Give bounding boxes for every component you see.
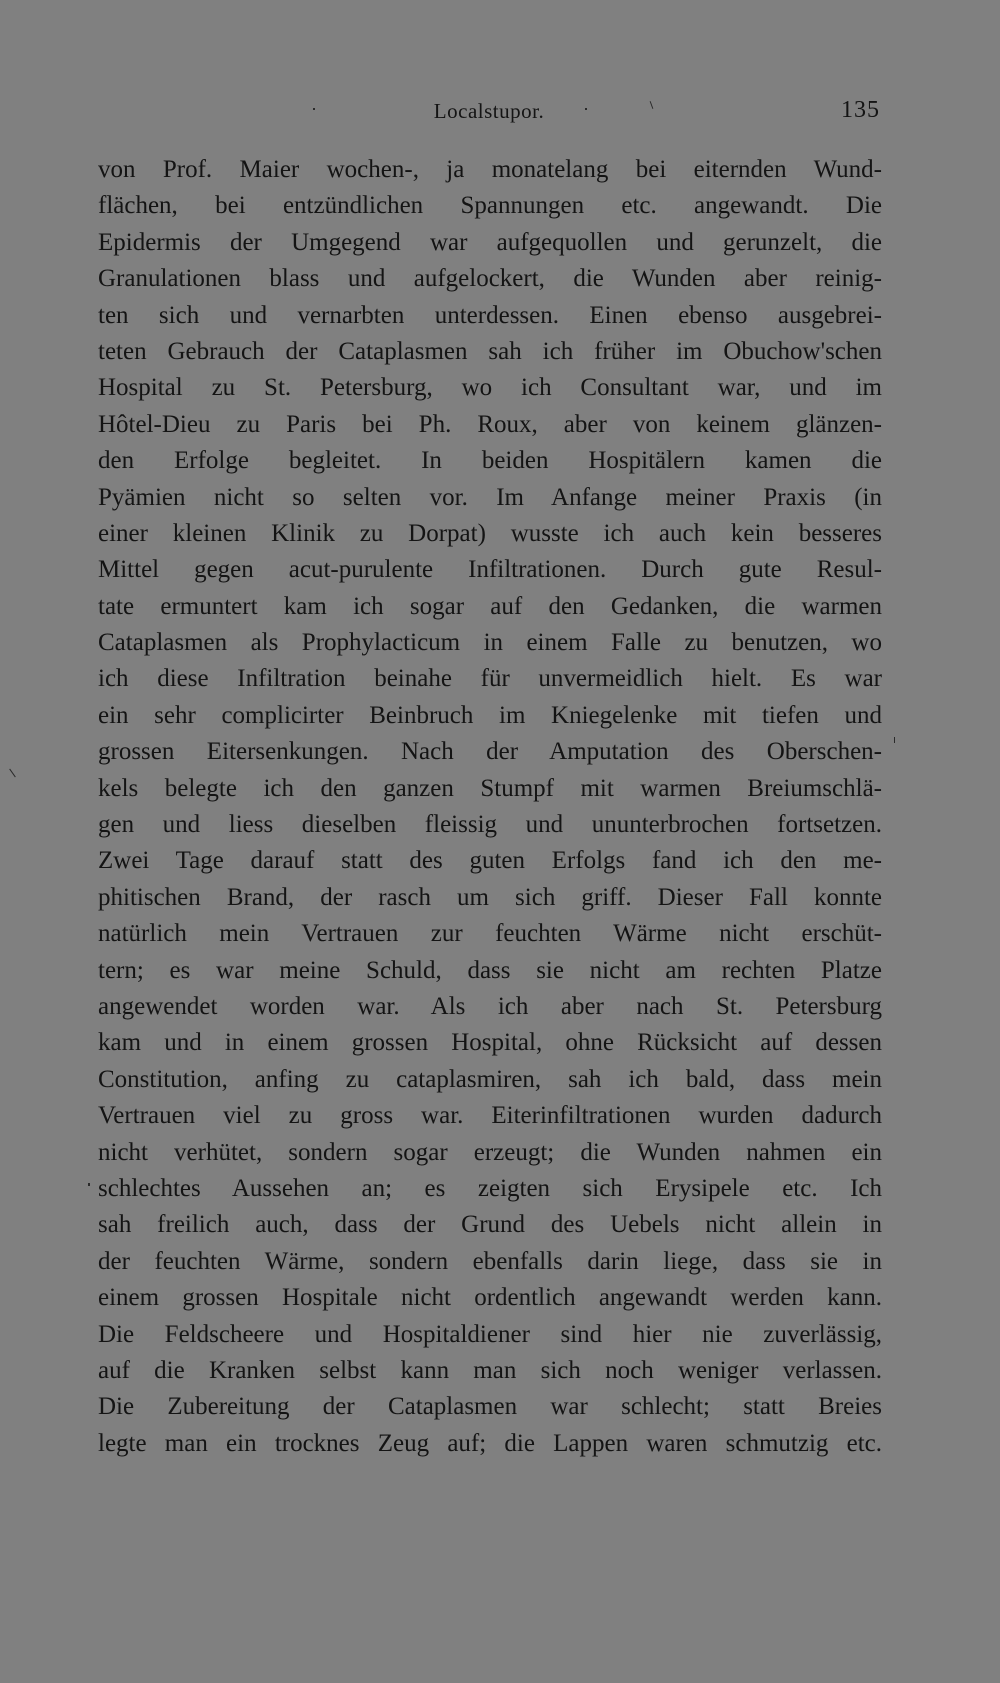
running-title: Localstupor. (433, 99, 545, 123)
text-line: sah freilich auch, dass der Grund des Uebels nicht allein in (98, 1211, 882, 1239)
text-line: kels belegte ich den ganzen Stumpf mit warmen Breiumschlä- (98, 774, 882, 802)
text-line: auf die Kranken selbst kann man sich noch weniger verlassen. (98, 1356, 882, 1384)
text-line: ein sehr complicirter Beinbruch im Kniegelenke mit tiefen und (98, 701, 882, 729)
text-line: kam und in einem grossen Hospital, ohne Rücksicht auf dessen (98, 1029, 882, 1057)
text-line: der feuchten Wärme, sondern ebenfalls darin liege, dass sie in (98, 1247, 882, 1275)
text-line: flächen, bei entzündlichen Spannungen etc. angewandt. Die (98, 192, 882, 220)
text-line: tern; es war meine Schuld, dass sie nicht am rechten Platze (98, 956, 882, 984)
text-line: Mittel gegen acut-purulente Infiltrationen. Durch gute Resul- (98, 556, 882, 584)
text-line: legte man ein trocknes Zeug auf; die Lappen waren schmutzig etc. (98, 1429, 882, 1457)
text-line: von Prof. Maier wochen-, ja monatelang bei eiternden Wund- (98, 156, 882, 183)
text-line: Epidermis der Umgegend war aufgequollen und gerunzelt, die (98, 228, 882, 256)
scan-speck (313, 108, 315, 110)
text-line: natürlich mein Vertrauen zur feuchten Wärme nicht erschüt- (98, 920, 882, 948)
scan-speck (894, 737, 895, 743)
text-line: Vertrauen viel zu gross war. Eiterinfiltrationen wurden dadurch (98, 1102, 882, 1130)
text-line: einem grossen Hospitale nicht ordentlich angewandt werden kann. (98, 1284, 882, 1312)
text-line: Die Feldscheere und Hospitaldiener sind hier nie zuverlässig, (98, 1320, 882, 1348)
text-line: gen und liess dieselben fleissig und ununterbrochen fortsetzen. (98, 811, 882, 839)
text-line: grossen Eitersenkungen. Nach der Amputation des Oberschen- (98, 738, 882, 766)
text-line: Hospital zu St. Petersburg, wo ich Consultant war, und im (98, 374, 882, 402)
text-line: tate ermuntert kam ich sogar auf den Gedanken, die warmen (98, 592, 882, 620)
text-line: phitischen Brand, der rasch um sich griff. Dieser Fall konnte (98, 883, 882, 911)
text-line: Cataplasmen als Prophylacticum in einem Falle zu benutzen, wo (98, 629, 882, 657)
running-header (98, 95, 880, 131)
scan-speck (585, 108, 587, 110)
scan-speck (9, 769, 16, 778)
text-line: nicht verhütet, sondern sogar erzeugt; die Wunden nahmen ein (98, 1138, 882, 1166)
text-line: ich diese Infiltration beinahe für unvermeidlich hielt. Es war (98, 665, 882, 693)
text-line: einer kleinen Klinik zu Dorpat) wusste ich auch kein besseres (98, 519, 882, 547)
text-line: Pyämien nicht so selten vor. Im Anfange meiner Praxis (in (98, 483, 882, 511)
text-line: angewendet worden war. Als ich aber nach St. Petersburg (98, 992, 882, 1020)
page-number: 135 (841, 97, 880, 123)
text-line: Granulationen blass und aufgelockert, die Wunden aber reinig- (98, 265, 882, 293)
body-text (98, 152, 882, 1462)
text-line: teten Gebrauch der Cataplasmen sah ich früher im Obuchow'schen (98, 337, 882, 365)
text-line: Die Zubereitung der Cataplasmen war schlecht; statt Breies (98, 1393, 882, 1421)
text-line: Zwei Tage darauf statt des guten Erfolgs fand ich den me- (98, 847, 882, 875)
text-line: ten sich und vernarbten unterdessen. Einen ebenso ausgebrei- (98, 301, 882, 329)
text-line: schlechtes Aussehen an; es zeigten sich Erysipele etc. Ich (98, 1174, 882, 1202)
scan-speck (88, 1183, 90, 1186)
text-line: Hôtel-Dieu zu Paris bei Ph. Roux, aber von keinem glänzen- (98, 410, 882, 438)
text-line: den Erfolge begleitet. In beiden Hospitälern kamen die (98, 447, 882, 475)
text-line: Constitution, anfing zu cataplasmiren, sah ich bald, dass mein (98, 1065, 882, 1093)
